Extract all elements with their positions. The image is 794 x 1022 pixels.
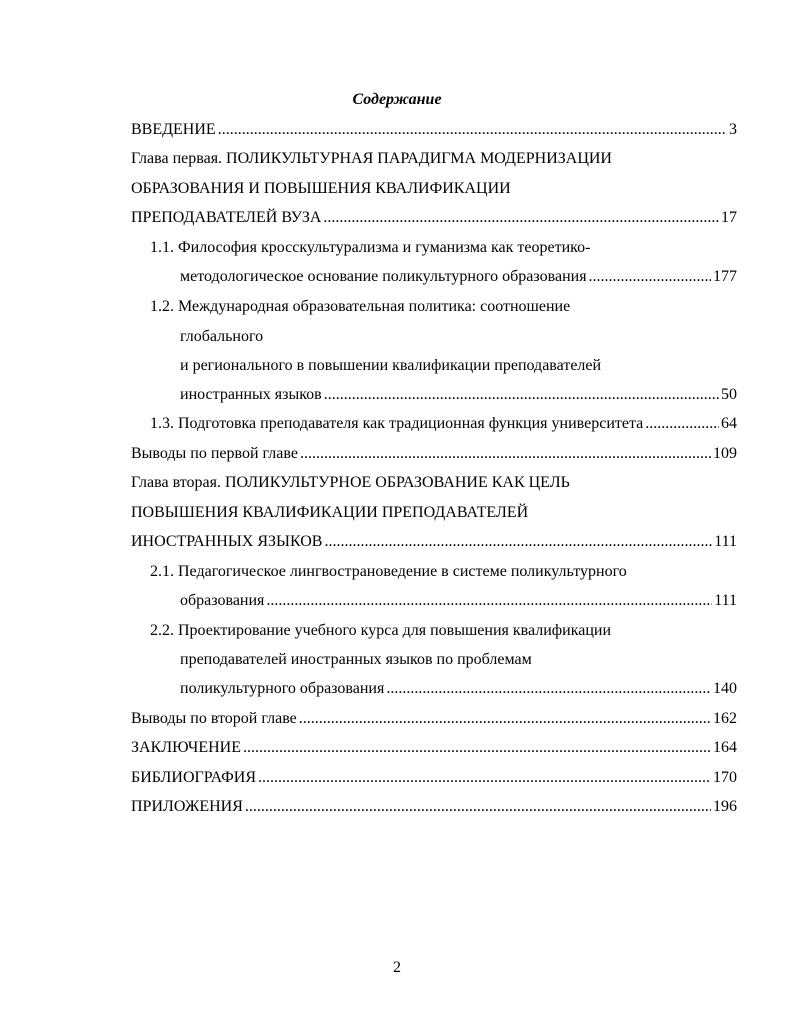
toc-entry-page: 164 bbox=[713, 739, 737, 756]
toc-entry-page: 109 bbox=[713, 445, 737, 462]
dot-leader bbox=[300, 444, 711, 464]
dot-leader bbox=[243, 738, 711, 758]
toc-entry-label: методологическое основание поликультурного образования bbox=[180, 268, 587, 285]
section-1-2-line-1[interactable]: 1.2. Международная образовательная политика: соотношение bbox=[150, 298, 571, 315]
dot-leader bbox=[324, 532, 712, 552]
toc-entry-page: 111 bbox=[714, 592, 737, 609]
toc-entry-section-1-1[interactable] bbox=[180, 267, 737, 287]
section-2-2-line-2[interactable]: преподавателей иностранных языков по проблемам bbox=[180, 651, 532, 668]
section-1-2-line-2[interactable]: глобального bbox=[180, 328, 264, 345]
toc-entry-label: ИНОСТРАННЫХ ЯЗЫКОВ bbox=[131, 533, 323, 550]
toc-entry-page: 162 bbox=[713, 710, 737, 727]
toc-entry-label: Выводы по второй главе bbox=[131, 710, 297, 727]
toc-entry-label: ВВЕДЕНИЕ bbox=[131, 121, 216, 138]
toc-entry-label: БИБЛИОГРАФИЯ bbox=[131, 769, 257, 786]
toc-entry-label: иностранных языков bbox=[180, 386, 322, 403]
dot-leader bbox=[299, 709, 711, 729]
dot-leader bbox=[645, 414, 719, 434]
toc-entry-chapter-2[interactable] bbox=[131, 532, 737, 552]
section-1-2-line-3[interactable]: и регионального в повышении квалификации преподавателей bbox=[180, 357, 602, 374]
chapter-2-heading-line-2[interactable]: ПОВЫШЕНИЯ КВАЛИФИКАЦИИ ПРЕПОДАВАТЕЛЕЙ bbox=[131, 504, 529, 521]
dot-leader bbox=[245, 797, 711, 817]
chapter-2-heading-line-1[interactable]: Глава вторая. ПОЛИКУЛЬТУРНОЕ ОБРАЗОВАНИЕ КАК ЦЕЛЬ bbox=[131, 474, 570, 491]
dot-leader bbox=[323, 208, 719, 228]
chapter-1-heading-line-2[interactable]: ОБРАЗОВАНИЯ И ПОВЫШЕНИЯ КВАЛИФИКАЦИИ bbox=[131, 180, 511, 197]
toc-entry-conclusion[interactable] bbox=[131, 738, 737, 758]
toc-entry-page: 170 bbox=[713, 769, 737, 786]
toc-entry-chapter-1-conclusions[interactable] bbox=[131, 444, 737, 464]
dot-leader bbox=[324, 385, 719, 405]
toc-entry-page: 3 bbox=[729, 121, 737, 138]
toc-entry-appendices[interactable] bbox=[131, 797, 737, 817]
dot-leader bbox=[589, 267, 711, 287]
toc-entry-label: ПРИЛОЖЕНИЯ bbox=[131, 798, 243, 815]
toc-entry-page: 196 bbox=[713, 798, 737, 815]
toc-entry-page: 17 bbox=[721, 209, 737, 226]
dot-leader bbox=[218, 120, 727, 140]
toc-entry-intro[interactable] bbox=[131, 120, 737, 140]
section-2-1-line-1[interactable]: 2.1. Педагогическое лингвострановедение в системе поликультурного bbox=[150, 563, 627, 580]
toc-entry-section-1-2[interactable] bbox=[180, 385, 737, 405]
dot-leader bbox=[258, 768, 711, 788]
toc-entry-page: 64 bbox=[721, 415, 737, 432]
toc-entry-page: 177 bbox=[713, 268, 737, 285]
toc-entry-chapter-2-conclusions[interactable] bbox=[131, 709, 737, 729]
toc-entry-label: 1.3. Подготовка преподавателя как традиционная функция университета bbox=[150, 415, 644, 432]
toc-title: Содержание bbox=[352, 91, 442, 108]
dot-leader bbox=[266, 591, 712, 611]
dot-leader bbox=[386, 679, 711, 699]
toc-entry-section-2-1[interactable] bbox=[180, 591, 737, 611]
toc-entry-bibliography[interactable] bbox=[131, 768, 737, 788]
page-number: 2 bbox=[393, 959, 401, 976]
toc-entry-section-1-3[interactable] bbox=[150, 414, 737, 434]
toc-entry-label: ПРЕПОДАВАТЕЛЕЙ ВУЗА bbox=[131, 209, 322, 226]
toc-entry-label: образования bbox=[180, 592, 265, 609]
toc-entry-section-2-2[interactable] bbox=[180, 679, 737, 699]
toc-entry-label: Выводы по первой главе bbox=[131, 445, 298, 462]
toc-entry-page: 50 bbox=[721, 386, 737, 403]
toc-entry-chapter-1[interactable] bbox=[131, 208, 737, 228]
section-2-2-line-1[interactable]: 2.2. Проектирование учебного курса для повышения квалификации bbox=[150, 622, 612, 639]
toc-entry-page: 140 bbox=[713, 680, 737, 697]
section-1-1-line-1[interactable]: 1.1. Философия кросскультурализма и гуманизма как теоретико- bbox=[150, 239, 591, 256]
toc-entry-label: поликультурного образования bbox=[180, 680, 385, 697]
toc-entry-page: 111 bbox=[714, 533, 737, 550]
chapter-1-heading-line-1[interactable]: Глава первая. ПОЛИКУЛЬТУРНАЯ ПАРАДИГМА МОДЕРНИЗАЦИИ bbox=[131, 150, 612, 167]
toc-entry-label: ЗАКЛЮЧЕНИЕ bbox=[131, 739, 241, 756]
